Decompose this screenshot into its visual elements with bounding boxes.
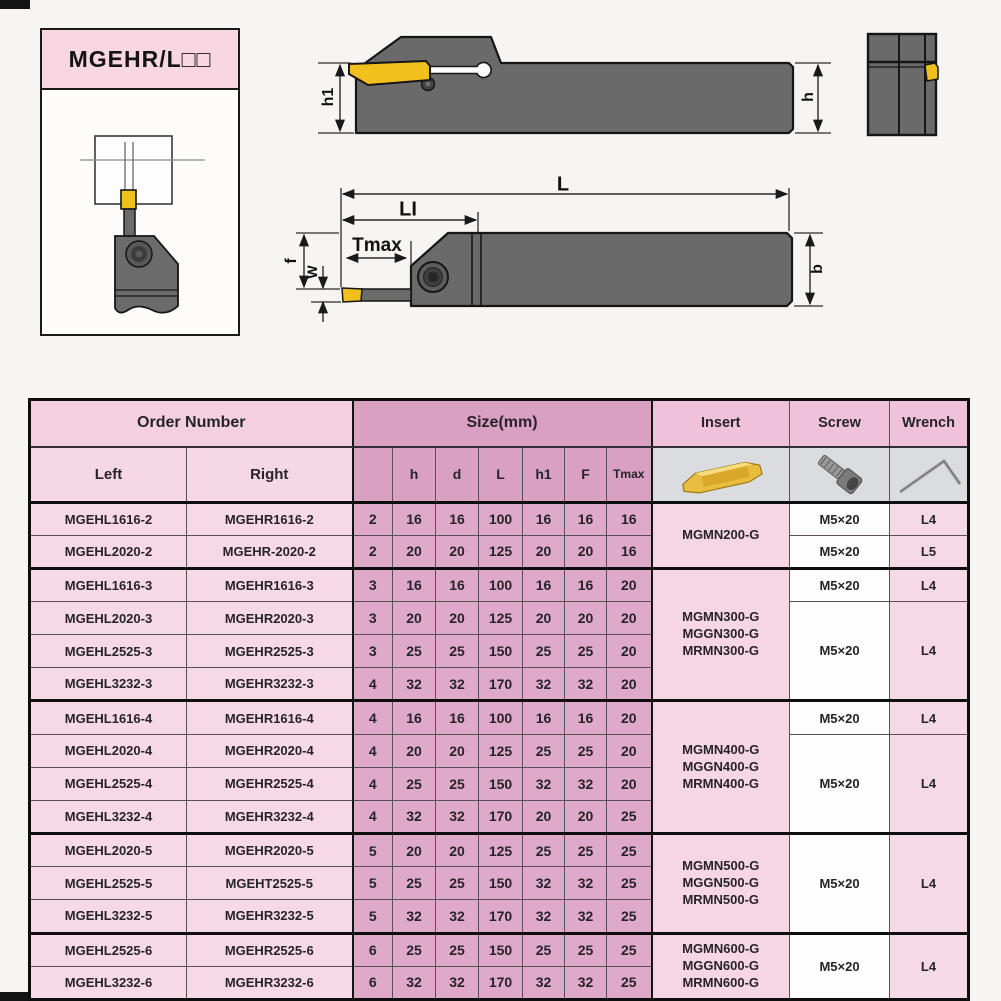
size-cell: 32 (393, 668, 436, 701)
order-right-cell: MGEHR3232-5 (187, 900, 353, 933)
h-column-header: h (393, 447, 436, 503)
size-cell: 32 (436, 668, 479, 701)
size-cell: 20 (607, 701, 652, 734)
wrench-cell: L4 (890, 568, 969, 601)
table-row (30, 601, 969, 634)
h1-column-header: h1 (523, 447, 565, 503)
insert-header: Insert (652, 400, 790, 447)
size-cell: 32 (436, 800, 479, 833)
size-cell: 32 (393, 800, 436, 833)
order-left-cell: MGEHL1616-2 (30, 502, 187, 535)
size-cell: 25 (523, 933, 565, 966)
size-cell: 20 (607, 668, 652, 701)
size-cell: 170 (479, 668, 523, 701)
L-column-header: L (479, 447, 523, 503)
order-left-cell: MGEHL2020-2 (30, 535, 187, 568)
size-cell: 125 (479, 535, 523, 568)
model-label: MGEHR/L□□ (42, 30, 238, 90)
size-cell: 25 (523, 834, 565, 867)
order-right-cell: MGEHR3232-4 (187, 800, 353, 833)
size-cell: 4 (353, 668, 393, 701)
size-cell: 4 (353, 800, 393, 833)
size-cell: 16 (607, 502, 652, 535)
size-cell: 20 (607, 734, 652, 767)
wrench-photo-icon (890, 447, 969, 503)
size-cell: 25 (607, 966, 652, 999)
order-right-cell: MGEHR2020-4 (187, 734, 353, 767)
size-cell: 32 (523, 900, 565, 933)
size-cell: 20 (393, 535, 436, 568)
size-cell: 16 (393, 502, 436, 535)
order-right-cell: MGEHR2525-4 (187, 767, 353, 800)
insert-cell: MGMN200-G (652, 502, 790, 568)
size-cell: 25 (393, 933, 436, 966)
screw-cell: M5×20 (790, 568, 890, 601)
toolholder-drawing (0, 0, 1001, 398)
size-cell: 20 (565, 601, 607, 634)
size-cell: 170 (479, 966, 523, 999)
size-cell: 170 (479, 800, 523, 833)
size-cell: 16 (436, 502, 479, 535)
size-cell: 16 (393, 701, 436, 734)
size-cell: 25 (565, 635, 607, 668)
wrench-cell: L4 (890, 701, 969, 734)
size-cell: 32 (565, 767, 607, 800)
order-right-cell: MGEHR1616-2 (187, 502, 353, 535)
table-row (30, 502, 969, 535)
size-cell: 25 (393, 767, 436, 800)
table-subheader-row (30, 447, 969, 503)
size-cell: 6 (353, 933, 393, 966)
size-cell: 25 (607, 867, 652, 900)
size-cell: 150 (479, 767, 523, 800)
size-cell: 25 (436, 867, 479, 900)
size-cell: 150 (479, 867, 523, 900)
size-cell: 16 (565, 701, 607, 734)
order-left-cell: MGEHL2020-5 (30, 834, 187, 867)
order-right-cell: MGEHT2525-5 (187, 867, 353, 900)
screw-cell: M5×20 (790, 535, 890, 568)
right-column-header: Right (187, 447, 353, 503)
size-cell: 4 (353, 734, 393, 767)
wrench-cell: L4 (890, 601, 969, 700)
order-right-cell: MGEHR3232-3 (187, 668, 353, 701)
order-left-cell: MGEHL3232-5 (30, 900, 187, 933)
order-left-cell: MGEHL2020-3 (30, 601, 187, 634)
size-cell: 16 (523, 701, 565, 734)
size-cell: 5 (353, 834, 393, 867)
insert-cell: MGMN300-G MGGN300-G MRMN300-G (652, 568, 790, 701)
dim-label-h1: h1 (320, 87, 337, 107)
size-cell: 25 (607, 800, 652, 833)
size-cell: 20 (436, 601, 479, 634)
wrench-cell: L4 (890, 933, 969, 999)
size-cell: 32 (393, 900, 436, 933)
size-cell: 6 (353, 966, 393, 999)
size-cell: 20 (436, 734, 479, 767)
size-cell: 100 (479, 701, 523, 734)
size-cell: 25 (565, 734, 607, 767)
order-right-cell: MGEHR1616-4 (187, 701, 353, 734)
table-row (30, 933, 969, 966)
size-cell: 100 (479, 502, 523, 535)
size-cell: 20 (393, 601, 436, 634)
size-cell: 25 (393, 867, 436, 900)
size-cell: 32 (523, 668, 565, 701)
size-cell: 32 (523, 966, 565, 999)
wrench-cell: L4 (890, 834, 969, 933)
size-cell: 3 (353, 635, 393, 668)
w-column-header (353, 447, 393, 503)
size-cell: 20 (523, 535, 565, 568)
wrench-cell: L5 (890, 535, 969, 568)
order-right-cell: MGEHR1616-3 (187, 568, 353, 601)
size-cell: 32 (523, 767, 565, 800)
size-cell: 100 (479, 568, 523, 601)
size-cell: 20 (607, 767, 652, 800)
size-cell: 25 (607, 834, 652, 867)
size-cell: 16 (523, 502, 565, 535)
size-cell: 25 (607, 933, 652, 966)
left-column-header: Left (30, 447, 187, 503)
size-cell: 125 (479, 834, 523, 867)
size-cell: 20 (393, 734, 436, 767)
size-cell: 32 (565, 867, 607, 900)
size-cell: 20 (436, 535, 479, 568)
table-row (30, 834, 969, 867)
F-column-header: F (565, 447, 607, 503)
d-column-header: d (436, 447, 479, 503)
size-cell: 20 (607, 568, 652, 601)
size-cell: 20 (436, 834, 479, 867)
size-cell: 125 (479, 601, 523, 634)
size-cell: 150 (479, 635, 523, 668)
order-left-cell: MGEHL3232-6 (30, 966, 187, 999)
order-left-cell: MGEHL2525-5 (30, 867, 187, 900)
dim-label-L: L (556, 173, 570, 196)
size-header: Size(mm) (353, 400, 652, 447)
order-right-cell: MGEHR2525-6 (187, 933, 353, 966)
size-cell: 2 (353, 502, 393, 535)
insert-cell: MGMN600-G MGGN600-G MRMN600-G (652, 933, 790, 999)
size-cell: 20 (523, 601, 565, 634)
dim-label-W: W (304, 265, 320, 279)
size-cell: 25 (607, 900, 652, 933)
size-cell: 32 (565, 966, 607, 999)
screw-cell: M5×20 (790, 834, 890, 933)
order-left-cell: MGEHL3232-4 (30, 800, 187, 833)
table-row (30, 734, 969, 767)
size-cell: 16 (565, 502, 607, 535)
order-right-cell: MGEHR-2020-2 (187, 535, 353, 568)
wrench-cell: L4 (890, 502, 969, 535)
size-cell: 20 (523, 800, 565, 833)
size-cell: 25 (436, 767, 479, 800)
size-cell: 5 (353, 900, 393, 933)
insert-cell: MGMN500-G MGGN500-G MRMN500-G (652, 834, 790, 933)
size-cell: 16 (436, 701, 479, 734)
scan-mark-bottom-left (0, 992, 28, 1001)
insert-cell: MGMN400-G MGGN400-G MRMN400-G (652, 701, 790, 834)
wrench-header: Wrench (890, 400, 969, 447)
size-cell: 25 (565, 933, 607, 966)
size-cell: 2 (353, 535, 393, 568)
size-cell: 20 (393, 834, 436, 867)
size-cell: 125 (479, 734, 523, 767)
Tmax-column-header: Tmax (607, 447, 652, 503)
dim-label-Tmax: Tmax (352, 235, 402, 256)
size-cell: 32 (565, 900, 607, 933)
size-cell: 150 (479, 933, 523, 966)
size-cell: 16 (393, 568, 436, 601)
size-cell: 16 (523, 568, 565, 601)
order-left-cell: MGEHL1616-3 (30, 568, 187, 601)
size-cell: 25 (565, 834, 607, 867)
dim-label-f: f (283, 258, 300, 264)
screw-cell: M5×20 (790, 701, 890, 734)
size-cell: 25 (436, 933, 479, 966)
size-cell: 16 (436, 568, 479, 601)
size-cell: 20 (607, 635, 652, 668)
screw-header: Screw (790, 400, 890, 447)
dim-label-b: b (809, 264, 826, 274)
screw-cell: M5×20 (790, 502, 890, 535)
screw-cell: M5×20 (790, 734, 890, 833)
table-row (30, 701, 969, 734)
table-row (30, 535, 969, 568)
size-cell: 25 (393, 635, 436, 668)
table-group-header-row (30, 400, 969, 447)
order-left-cell: MGEHL2020-4 (30, 734, 187, 767)
order-number-header: Order Number (30, 400, 353, 447)
size-cell: 4 (353, 701, 393, 734)
size-cell: 25 (436, 635, 479, 668)
size-cell: 16 (607, 535, 652, 568)
order-left-cell: MGEHL1616-4 (30, 701, 187, 734)
order-left-cell: MGEHL2525-3 (30, 635, 187, 668)
size-cell: 32 (523, 867, 565, 900)
screw-cell: M5×20 (790, 601, 890, 700)
size-cell: 4 (353, 767, 393, 800)
size-cell: 20 (565, 800, 607, 833)
order-right-cell: MGEHR3232-6 (187, 966, 353, 999)
size-cell: 32 (565, 668, 607, 701)
spec-table (28, 398, 970, 1001)
size-cell: 170 (479, 900, 523, 933)
size-cell: 20 (607, 601, 652, 634)
table-row (30, 568, 969, 601)
size-cell: 25 (523, 635, 565, 668)
order-right-cell: MGEHR2020-3 (187, 601, 353, 634)
size-cell: 5 (353, 867, 393, 900)
order-left-cell: MGEHL2525-6 (30, 933, 187, 966)
size-cell: 32 (436, 966, 479, 999)
order-right-cell: MGEHR2525-3 (187, 635, 353, 668)
wrench-cell: L4 (890, 734, 969, 833)
size-cell: 32 (393, 966, 436, 999)
insert-photo-icon (652, 447, 790, 503)
dim-label-LI: LI (399, 198, 417, 221)
size-cell: 32 (436, 900, 479, 933)
size-cell: 20 (565, 535, 607, 568)
order-left-cell: MGEHL2525-4 (30, 767, 187, 800)
size-cell: 3 (353, 568, 393, 601)
order-left-cell: MGEHL3232-3 (30, 668, 187, 701)
size-cell: 25 (523, 734, 565, 767)
screw-cell: M5×20 (790, 933, 890, 999)
screw-photo-icon (790, 447, 890, 503)
spec-table-body (30, 502, 969, 1000)
size-cell: 3 (353, 601, 393, 634)
technical-drawing-area (0, 0, 1001, 398)
order-right-cell: MGEHR2020-5 (187, 834, 353, 867)
size-cell: 16 (565, 568, 607, 601)
dim-label-h: h (800, 92, 817, 102)
